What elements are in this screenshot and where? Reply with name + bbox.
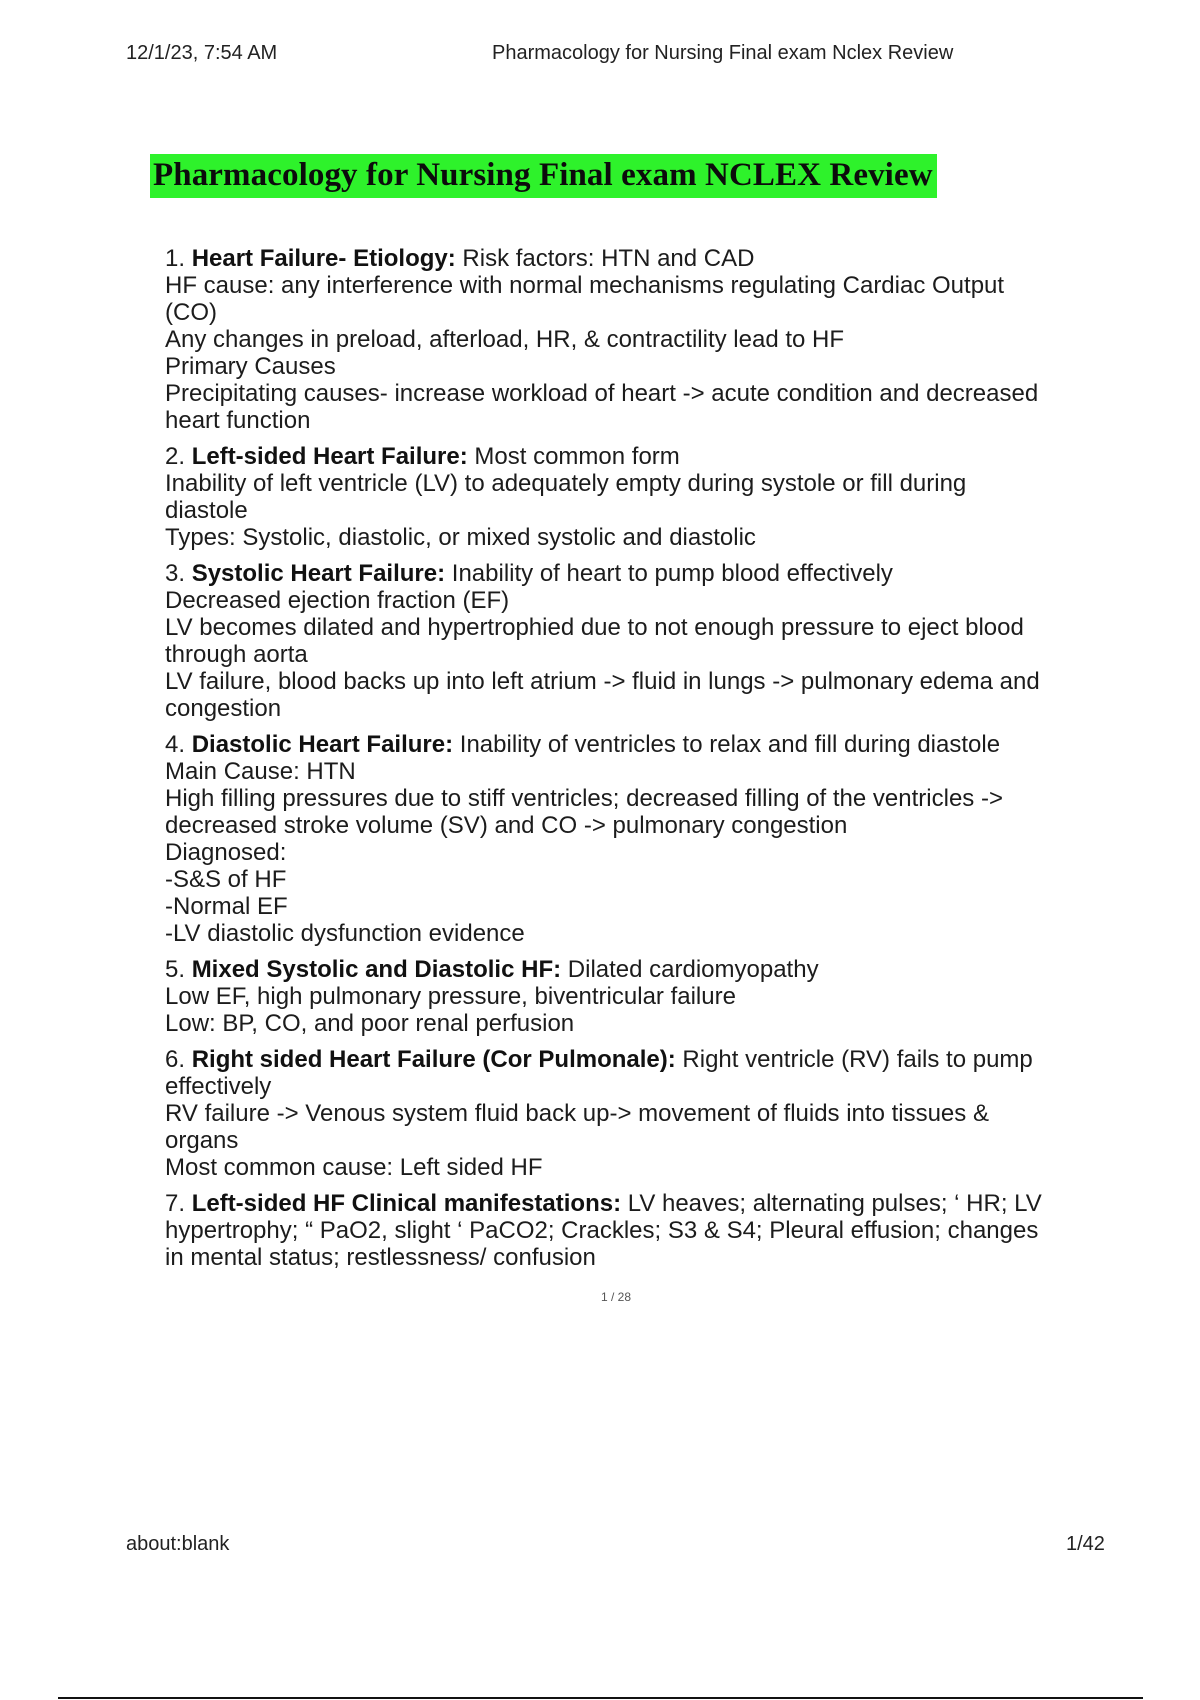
item-line: HF cause: any interference with normal mechanisms regulating Cardiac Output	[165, 272, 1005, 299]
item-line: Decreased ejection fraction (EF)	[165, 587, 510, 614]
review-item	[165, 731, 1095, 947]
item-number: 6.	[165, 1046, 186, 1073]
item-heading: Left-sided HF Clinical manifestations:	[191, 1190, 622, 1217]
review-item-heading-line	[165, 443, 1095, 470]
item-line: Inability of left ventricle (LV) to adequately empty during systole or fill during	[165, 470, 967, 497]
item-line: High filling pressures due to stiff ventricles; decreased filling of the ventricles ->	[165, 785, 1003, 812]
item-heading-text: Inability of ventricles to relax and fill during diastole	[453, 731, 1001, 758]
print-datetime: 12/1/23, 7:54 AM	[126, 42, 278, 64]
item-line: hypertrophy; “ PaO2, slight ‘ PaCO2; Crackles; S3 & S4; Pleural effusion; changes	[165, 1217, 1039, 1244]
item-line: through aorta	[165, 641, 308, 668]
item-heading-text: Risk factors: HTN and CAD	[455, 245, 755, 272]
review-item-heading-line	[165, 956, 1095, 983]
item-line: Any changes in preload, afterload, HR, & contractility lead to HF	[165, 326, 845, 353]
item-heading-text: Most common form	[467, 443, 680, 470]
item-line: Types: Systolic, diastolic, or mixed systolic and diastolic	[165, 524, 756, 551]
review-item	[165, 560, 1095, 722]
bottom-divider	[58, 1697, 1143, 1699]
review-item-heading-line	[165, 560, 1095, 587]
item-line: Precipitating causes- increase workload of heart -> acute condition and decreased	[165, 380, 1039, 407]
review-item	[165, 245, 1095, 434]
item-number: 5.	[165, 956, 186, 983]
print-doc-title: Pharmacology for Nursing Final exam Nclex Review	[492, 42, 954, 64]
item-heading-text: Right ventricle (RV) fails to pump	[675, 1046, 1033, 1073]
item-line: congestion	[165, 695, 282, 722]
review-item-heading-line	[165, 731, 1095, 758]
item-heading: Systolic Heart Failure:	[191, 560, 446, 587]
item-heading-text: Dilated cardiomyopathy	[561, 956, 819, 983]
footer-page-count: 1/42	[1066, 1533, 1105, 1555]
review-item-heading-line	[165, 245, 1095, 272]
item-line: -S&S of HF	[165, 866, 287, 893]
review-item	[165, 1046, 1095, 1181]
inner-page-number: 1 / 28	[600, 1290, 632, 1304]
review-item-heading-line	[165, 1190, 1095, 1217]
item-line: diastole	[165, 497, 248, 524]
item-line: heart function	[165, 407, 311, 434]
item-heading: Diastolic Heart Failure:	[191, 731, 454, 758]
item-line: LV failure, blood backs up into left atrium -> fluid in lungs -> pulmonary edema and	[165, 668, 1040, 695]
review-item	[165, 1190, 1095, 1271]
item-heading: Right sided Heart Failure (Cor Pulmonale):	[191, 1046, 676, 1073]
review-item	[165, 956, 1095, 1037]
item-line: -Normal EF	[165, 893, 288, 920]
footer-url: about:blank	[126, 1533, 230, 1555]
item-number: 2.	[165, 443, 186, 470]
item-heading: Left-sided Heart Failure:	[191, 443, 468, 470]
title-container	[150, 154, 937, 198]
item-line: effectively	[165, 1073, 272, 1100]
item-line: (CO)	[165, 299, 217, 326]
review-item-heading-line	[165, 1046, 1095, 1073]
item-line: LV becomes dilated and hypertrophied due to not enough pressure to eject blood	[165, 614, 1024, 641]
review-content	[165, 245, 1095, 1280]
item-heading: Heart Failure- Etiology:	[191, 245, 456, 272]
item-line: Primary Causes	[165, 353, 336, 380]
item-line: organs	[165, 1127, 239, 1154]
item-heading: Mixed Systolic and Diastolic HF:	[191, 956, 562, 983]
item-line: RV failure -> Venous system fluid back up-> movement of fluids into tissues &	[165, 1100, 989, 1127]
item-heading-text: LV heaves; alternating pulses; ‘ HR; LV	[621, 1190, 1042, 1217]
item-line: Low EF, high pulmonary pressure, biventricular failure	[165, 983, 736, 1010]
item-line: decreased stroke volume (SV) and CO -> pulmonary congestion	[165, 812, 848, 839]
item-line: Low: BP, CO, and poor renal perfusion	[165, 1010, 575, 1037]
item-number: 4.	[165, 731, 186, 758]
item-line: in mental status; restlessness/ confusion	[165, 1244, 596, 1271]
item-number: 3.	[165, 560, 186, 587]
review-item	[165, 443, 1095, 551]
item-number: 1.	[165, 245, 186, 272]
document-title: Pharmacology for Nursing Final exam NCLEX Review	[150, 154, 937, 198]
item-line: -LV diastolic dysfunction evidence	[165, 920, 525, 947]
item-line: Main Cause: HTN	[165, 758, 356, 785]
item-heading-text: Inability of heart to pump blood effectively	[445, 560, 893, 587]
item-number: 7.	[165, 1190, 186, 1217]
item-line: Diagnosed:	[165, 839, 287, 866]
item-line: Most common cause: Left sided HF	[165, 1154, 543, 1181]
